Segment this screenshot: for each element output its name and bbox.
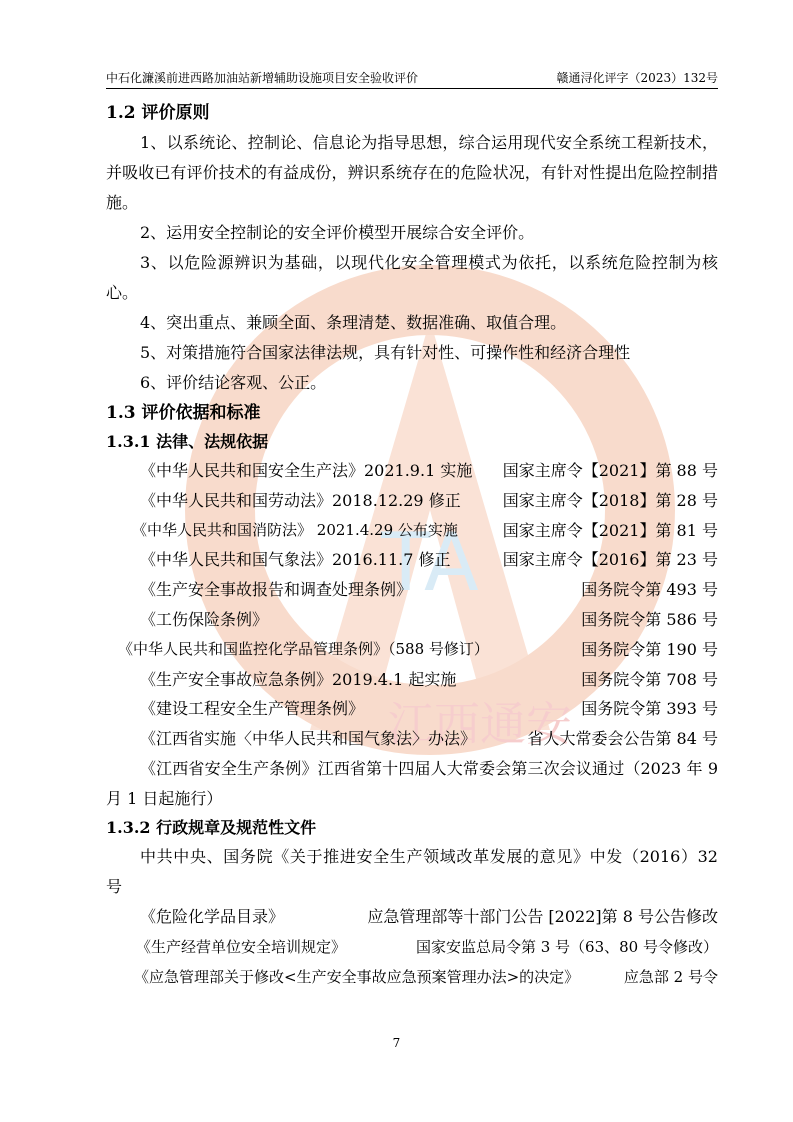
law-ref: 国务院令第 586 号 <box>581 609 718 629</box>
regulation-row <box>106 932 718 962</box>
law-row <box>106 635 718 665</box>
principle-item: 3、以危险源辨识为基础，以现代化安全管理模式为依托，以系统危险控制为核心。 <box>106 253 718 302</box>
law-row <box>106 486 718 516</box>
law-name: 《建设工程安全生产管理条例》 <box>140 699 365 719</box>
law-row <box>106 694 718 724</box>
law-name: 《中华人民共和国消防法》 2021.4.29 公布实施 <box>132 520 458 539</box>
law-row <box>106 456 718 486</box>
header-report-number: 赣通浔化评字（2023）132号 <box>556 71 718 85</box>
law-name: 《生产安全事故应急条例》2019.4.1 起实施 <box>140 669 457 689</box>
law-ref: 国务院令第 393 号 <box>581 699 718 719</box>
section-title-1-3: 1.3 评价依据和标准 <box>106 403 261 423</box>
law-row <box>106 605 718 635</box>
law-name: 《江西省实施〈中华人民共和国气象法〉办法》 <box>140 729 477 749</box>
law-ref: 国家主席令【2021】第 81 号 <box>502 520 718 540</box>
law-row <box>106 545 718 575</box>
regulation-name: 《危险化学品目录》 <box>140 906 285 926</box>
section-title-1-2: 1.2 评价原则 <box>106 103 210 123</box>
watermark-text: 江西通安 <box>388 697 572 751</box>
law-ref: 国家主席令【2018】第 28 号 <box>502 490 718 510</box>
law-name: 《中华人民共和国劳动法》2018.12.29 修正 <box>140 490 461 510</box>
law-name: 《中华人民共和国安全生产法》2021.9.1 实施 <box>140 461 473 480</box>
law-ref: 国务院令第 493 号 <box>581 580 718 600</box>
law-row <box>106 516 718 546</box>
regulation-ref: 应急管理部等十部门公告 [2022]第 8 号公告修改 <box>367 906 718 926</box>
watermark-letters: TA <box>381 516 479 609</box>
law-row <box>106 724 718 754</box>
law-name: 《生产安全事故报告和调查处理条例》 <box>140 580 413 600</box>
principle-item: 6、评价结论客观、公正。 <box>140 373 327 392</box>
law-ref: 国务院令第 190 号 <box>581 639 718 659</box>
law-row <box>106 575 718 605</box>
law-name: 《中华人民共和国监控化学品管理条例》（588 号修订） <box>118 639 489 658</box>
regulation-name: 《生产经营单位安全培训规定》 <box>136 937 347 956</box>
page-body <box>106 98 718 992</box>
subsection-title-1-3-1: 1.3.1 法律、法规依据 <box>106 432 269 451</box>
law-ref: 省人大常委会公告第 84 号 <box>527 729 718 749</box>
principle-item: 2、运用安全控制论的安全评价模型开展综合安全评价。 <box>140 223 535 242</box>
law-ref: 国务院令第 708 号 <box>581 669 718 689</box>
header-project-title: 中石化濂溪前进西路加油站新增辅助设施项目安全验收评价 <box>106 71 419 85</box>
law-row-wrapped: 《江西省安全生产条例》江西省第十四届人大常委会第三次会议通过（2023 年 9 月 1 日起施行） <box>106 758 718 808</box>
law-ref: 国家主席令【2021】第 88 号 <box>502 461 718 480</box>
regulation-document: 中共中央、国务院《关于推进安全生产领域改革发展的意见》中发（2016）32 号 <box>106 846 718 896</box>
law-row <box>106 665 718 695</box>
regulation-name: 《应急管理部关于修改<生产安全事故应急预案管理办法>的决定》 <box>134 967 580 986</box>
regulation-ref: 应急部 2 号令 <box>623 967 718 986</box>
law-name: 《工伤保险条例》 <box>140 609 269 629</box>
regulation-row <box>106 902 718 932</box>
principle-item: 5、对策措施符合国家法律法规，具有针对性、可操作性和经济合理性 <box>140 343 631 362</box>
subsection-title-1-3-2: 1.3.2 行政规章及规范性文件 <box>106 817 317 837</box>
law-ref: 国家主席令【2016】第 23 号 <box>502 550 718 570</box>
page-number: 7 <box>392 1036 401 1050</box>
principle-item: 4、突出重点、兼顾全面、条理清楚、数据准确、取值合理。 <box>140 313 567 332</box>
principle-item: 1、以系统论、控制论、信息论为指导思想，综合运用现代安全系统工程新技术，并吸收已有评价技术的有益成份，辨识系统存在的危险状况，有针对性提出危险控制措施。 <box>106 133 718 212</box>
regulation-row <box>106 962 718 992</box>
regulation-ref: 国家安监总局令第 3 号（63、80 号令修改） <box>415 937 718 956</box>
page-header <box>106 68 718 89</box>
law-name: 《中华人民共和国气象法》2016.11.7 修正 <box>140 550 451 570</box>
